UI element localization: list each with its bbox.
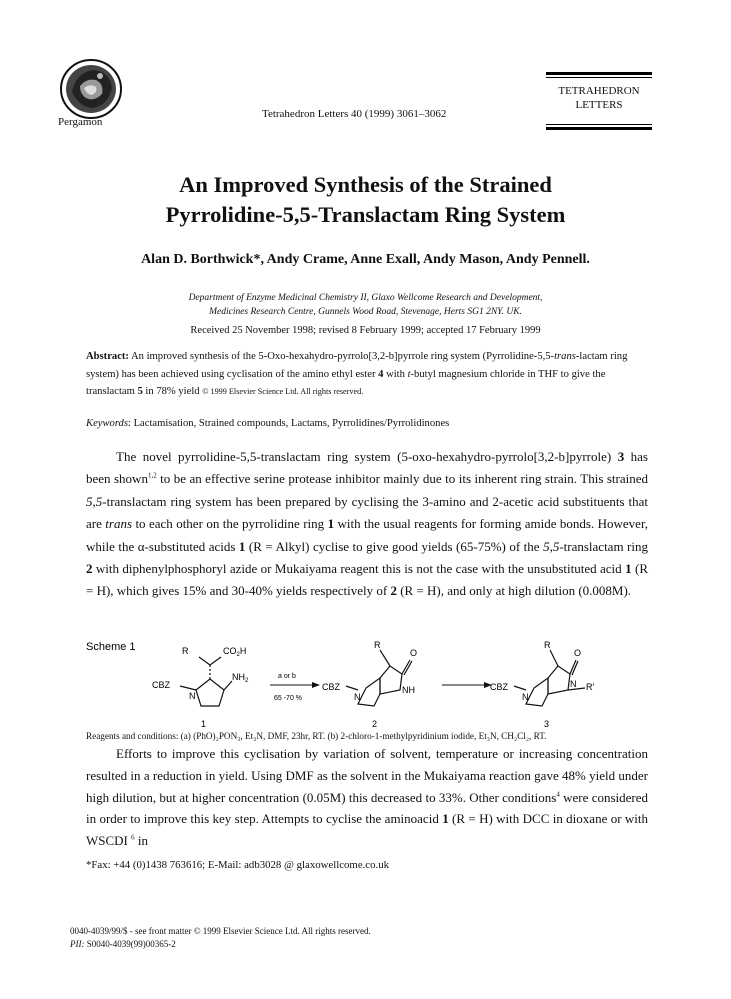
- body-text: -translactam ring: [559, 538, 648, 554]
- pergamon-logo: [58, 58, 124, 120]
- body-text: has been shown: [86, 449, 648, 487]
- nh-label: NH: [402, 685, 415, 695]
- abstract-text: An improved synthesis of the 5-Oxo-hexahydro-pyrrolo[3,2-b]pyrrole ring system (Pyrrolidine-5,5-: [128, 351, 555, 362]
- keywords: [86, 418, 648, 429]
- abstract: [86, 348, 648, 401]
- article-title: [0, 170, 731, 230]
- title-line-2: Pyrrolidine-5,5-Translactam Ring System: [165, 202, 566, 227]
- body-text: The novel pyrrolidine-5,5-translactam ring system (5-oxo-hexahydro-pyrrolo[3,2-b]pyrrole): [116, 449, 618, 464]
- body-paragraph-2: [86, 743, 648, 852]
- received-dates: Received 25 November 1998; revised 8 February 1999; accepted 17 February 1999: [190, 325, 541, 336]
- abstract-copyright: © 1999 Elsevier Science Ltd. All rights reserved.: [202, 387, 364, 397]
- body-text: to each other on the pyrrolidine ring: [132, 516, 328, 532]
- journal-name: [546, 84, 652, 112]
- n-label: N: [522, 692, 529, 702]
- journal-name-line1: TETRAHEDRON: [558, 85, 640, 97]
- body-italic: 5,5: [543, 538, 560, 554]
- body-text: in: [134, 833, 149, 849]
- pii-label: PII:: [70, 939, 85, 949]
- body-text: (R = H) with DCC in dioxane or with WSCDI: [86, 811, 648, 849]
- compound-ref: 1: [442, 811, 449, 827]
- compound-ref: 2: [390, 583, 397, 599]
- cbz-label: CBZ: [152, 680, 170, 690]
- cbz-label: CBZ: [490, 682, 508, 692]
- body-text: -translactam ring system has been prepared by cyclising the 3-amino and 2-acetic acid substituents that are: [86, 493, 648, 532]
- journal-name-line2: LETTERS: [575, 99, 623, 111]
- masthead-rule-bottom: [546, 127, 652, 130]
- body-text: (R = Alkyl) cyclise to give good yields (65-75%) of the: [245, 538, 544, 554]
- compound-ref: 2: [86, 561, 93, 577]
- scheme-1: [80, 638, 680, 730]
- nh2-label: $NH_2$: [232, 672, 249, 684]
- body-text: (R = H), which gives 15% and 30-40% yields respectively of: [86, 561, 649, 599]
- body-text: with diphenylphosphoryl azide or Mukaiyama reagent this is not the case with the unsubstituted acid: [92, 561, 626, 577]
- n-label: N: [354, 692, 361, 702]
- arrow-yield: 65 -70 %: [274, 695, 303, 702]
- body-text: to be an effective serine protease inhibitor mainly due to its inherent ring strain. This strained: [156, 471, 648, 487]
- masthead-rule-top: [546, 72, 652, 75]
- journal-citation: Tetrahedron Letters 40 (1999) 3061–3062: [262, 108, 447, 120]
- arrowhead-1: [312, 682, 320, 688]
- body-text: (R = H), and only at high dilution (0.008M).: [396, 583, 632, 599]
- front-matter: [70, 925, 371, 951]
- r-label: R: [182, 646, 189, 656]
- body-text: Efforts to improve this cyclisation by variation of solvent, temperature or increasing concentration resulted in a reduction in yield. Using DMF as the solvent in the Mukaiyama reaction gave 48% yield under high dilution, but at higher concentration (0.05M) this decreased to 33%. Other conditions: [86, 746, 648, 805]
- keywords-label: Keywords: [86, 418, 128, 429]
- body-text: with the usual reagents for forming amide bonds. However, while the α-substituted acids: [86, 516, 649, 554]
- abstract-text: -lactam ring system) has been achieved using cyclisation of the amino ethyl ester: [86, 351, 628, 380]
- body-paragraph-1: [86, 446, 648, 603]
- title-line-1: An Improved Synthesis of the Strained: [179, 172, 552, 197]
- abstract-text: with: [383, 368, 408, 380]
- compound-ref: 1: [625, 561, 632, 577]
- n-label: N: [189, 691, 196, 701]
- compound-ref: 4: [378, 368, 384, 380]
- affiliation-line-1: Department of Enzyme Medicinal Chemistry II, Glaxo Wellcome Research and Development,: [188, 293, 543, 303]
- r-label: R: [544, 640, 551, 650]
- citation-ref: 1,2: [147, 472, 157, 481]
- cbz-label: CBZ: [322, 682, 340, 692]
- abstract-text: -butyl magnesium chloride in THF to give the translactam: [86, 368, 606, 398]
- affiliation-line-2: Medicines Research Centre, Gunnels Wood Road, Stevenage, Herts SG1 2NY. UK.: [209, 307, 522, 317]
- r-label: R: [374, 640, 381, 650]
- author-footnote: *Fax: +44 (0)1438 763616; E-Mail: adb3028 @ glaxowellcome.co.uk: [86, 859, 389, 871]
- masthead-rule-bottom-thin: [546, 124, 652, 125]
- compound-ref: 1: [238, 538, 246, 554]
- scheme-label: Scheme 1: [86, 641, 136, 653]
- compound-ref: 5: [137, 386, 143, 398]
- publisher-name: Pergamon: [58, 116, 103, 128]
- body-italic: 5,5: [86, 493, 103, 509]
- body-italic: trans: [105, 516, 133, 532]
- abstract-italic: trans: [554, 351, 576, 362]
- pii-value: S0040-4039(99)00365-2: [84, 939, 176, 949]
- keywords-text: : Lactamisation, Strained compounds, Lactams, Pyrrolidines/Pyrrolidinones: [127, 418, 450, 429]
- arrow-conditions: a or b: [278, 673, 296, 680]
- abstract-text: in 78% yield: [142, 386, 203, 398]
- structure-compound-1: [180, 657, 232, 706]
- compound-number-3: 3: [544, 719, 550, 729]
- compound-number-2: 2: [372, 719, 378, 729]
- abstract-italic: t: [407, 368, 411, 380]
- abstract-label: Abstract:: [86, 351, 129, 362]
- author-list: Alan D. Borthwick*, Andy Crame, Anne Exall, Andy Mason, Andy Pennell.: [141, 252, 590, 267]
- o-label: O: [410, 648, 418, 658]
- n-label: N: [570, 679, 577, 689]
- o-label: O: [574, 648, 582, 658]
- issn-copyright-line: 0040-4039/99/$ - see front matter © 1999 Elsevier Science Ltd. All rights reserved.: [70, 926, 371, 936]
- compound-ref: 1: [327, 516, 335, 532]
- co2h-label: $CO_2H$: [223, 646, 247, 658]
- citation-ref: 4: [556, 790, 560, 799]
- body-text: were considered in order to improve this key step. Attempts to cyclise the aminoacid: [86, 789, 648, 827]
- masthead-rule-top-thin: [546, 77, 652, 78]
- citation-ref: 6: [131, 833, 135, 842]
- reagents-and-conditions: Reagents and conditions: (a) (PhO)₂PON₃, Et₃N, DMF, 23hr, RT. (b) 2-chloro-1-methylpyridinium iodide, Et₃N, CH₂Cl₂, RT.: [86, 731, 547, 741]
- compound-ref: 3: [617, 449, 625, 464]
- r-prime-label: R': [586, 682, 595, 692]
- compound-number-1: 1: [201, 719, 207, 729]
